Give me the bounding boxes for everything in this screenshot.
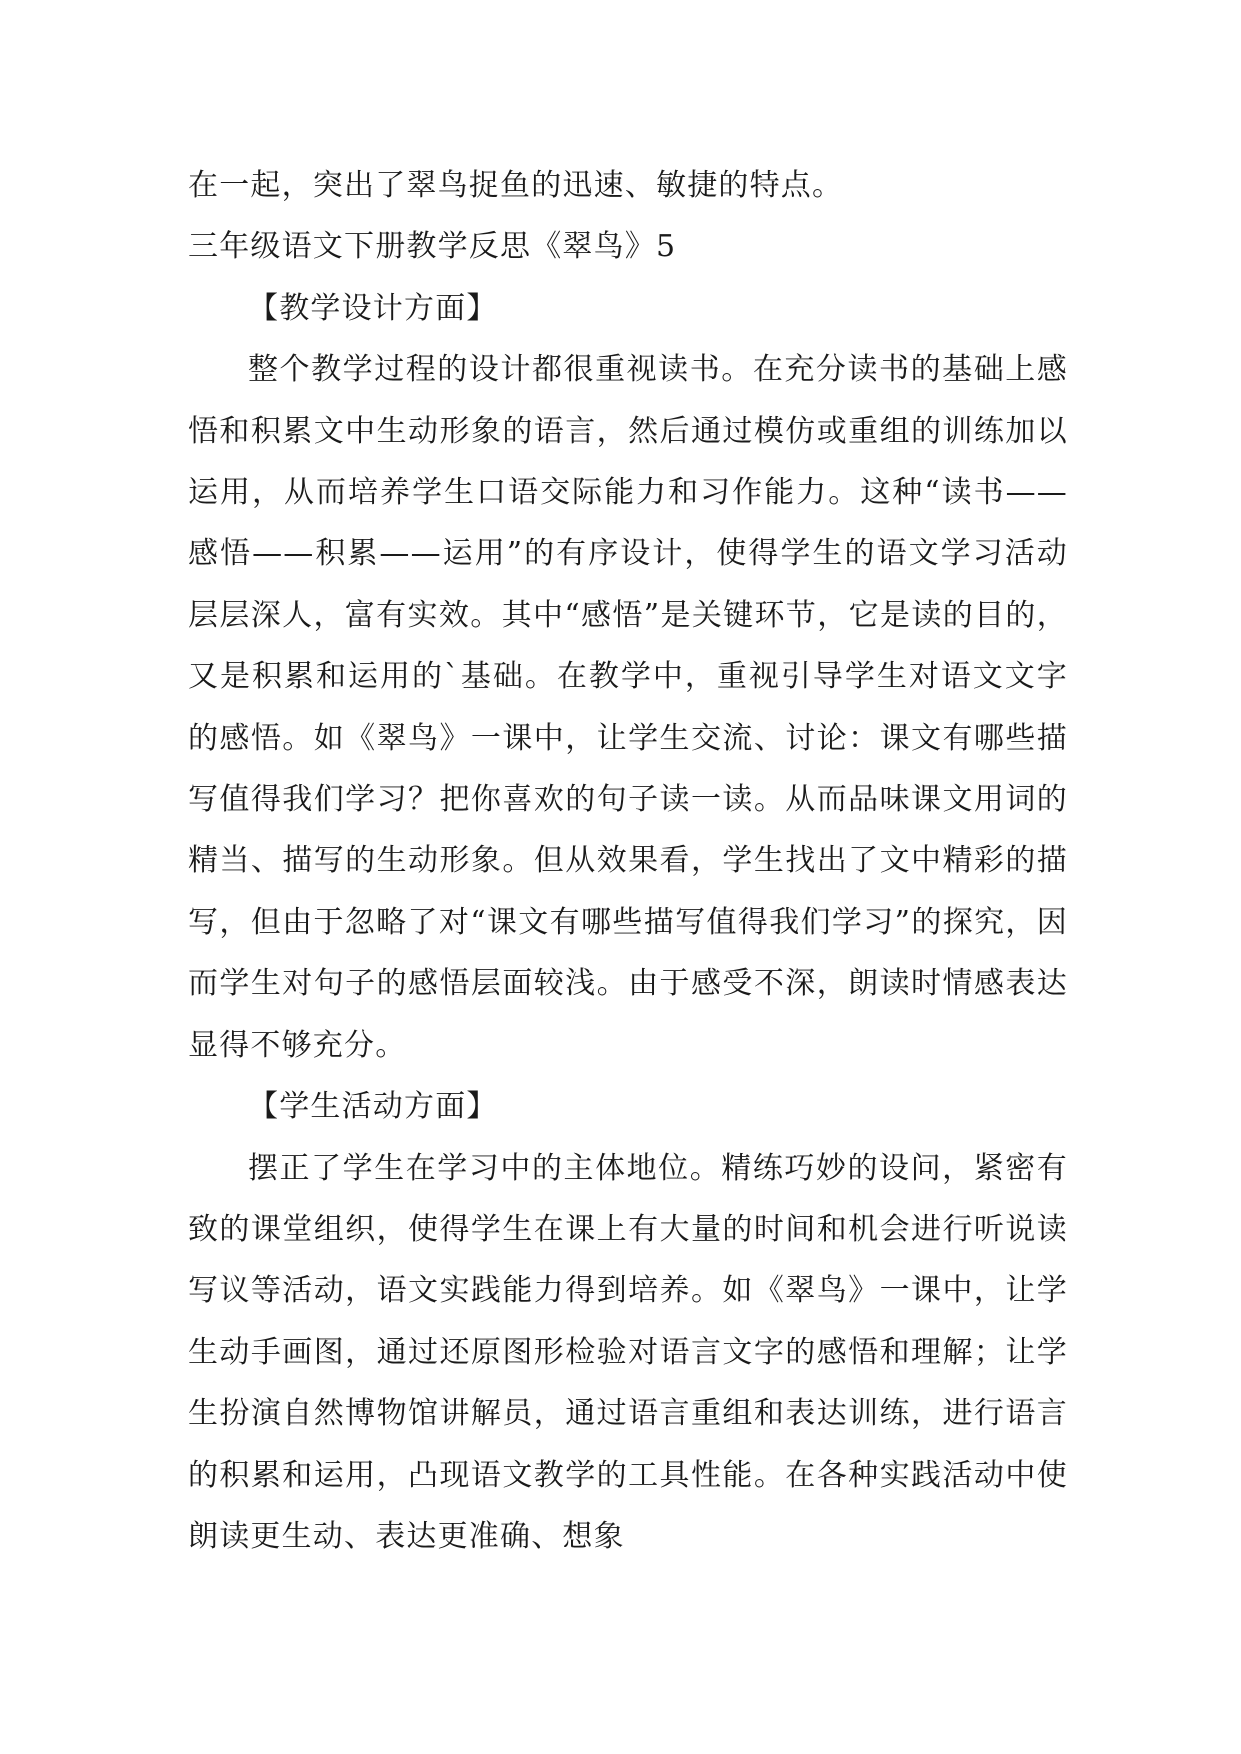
paragraph-student-activity: 摆正了学生在学习中的主体地位。精练巧妙的设问，紧密有致的课堂组织，使得学生在课上有大量的时间和机会进行听说读写议等活动，语文实践能力得到培养。如《翠鸟》一课中，让学生动手画图，通过还原图形检验对语言文字的感悟和理解；让学生扮演自然博物馆讲解员，通过语言重组和表达训练，进行语言的积累和运用，凸现语文教学的工具性能。在各种实践活动中使朗读更生动、表达更准确、想象 (188, 1150, 1068, 1554)
document-title: 三年级语文下册教学反思《翠鸟》5 (188, 229, 677, 265)
document-body (188, 155, 1068, 1567)
section-heading-teaching-design: 【教学设计方面】 (248, 290, 498, 326)
section-heading-student-activity: 【学生活动方面】 (248, 1089, 498, 1125)
continuation-text: 在一起，突出了翠鸟捉鱼的迅速、敏捷的特点。 (188, 168, 844, 203)
paragraph-teaching-design: 整个教学过程的设计都很重视读书。在充分读书的基础上感悟和积累文中生动形象的语言，然后通过模仿或重组的训练加以运用，从而培养学生口语交际能力和习作能力。这种“读书——感悟——积累——运用”的有序设计，使得学生的语文学习活动层层深人，富有实效。其中“感悟”是关键环节，它是读的目的，又是积累和运用的`基础。在教学中，重视引导学生对语文文字的感悟。如《翠鸟》一课中，让学生交流、讨论：课文有哪些描写值得我们学习？把你喜欢的句子读一读。从而品味课文用词的精当、描写的生动形象。但从效果看，学生找出了文中精彩的描写，但由于忽略了对“课文有哪些描写值得我们学习”的探究，因而学生对句子的感悟层面较浅。由于感受不深，朗读时情感表达显得不够充分。 (188, 352, 1068, 1063)
